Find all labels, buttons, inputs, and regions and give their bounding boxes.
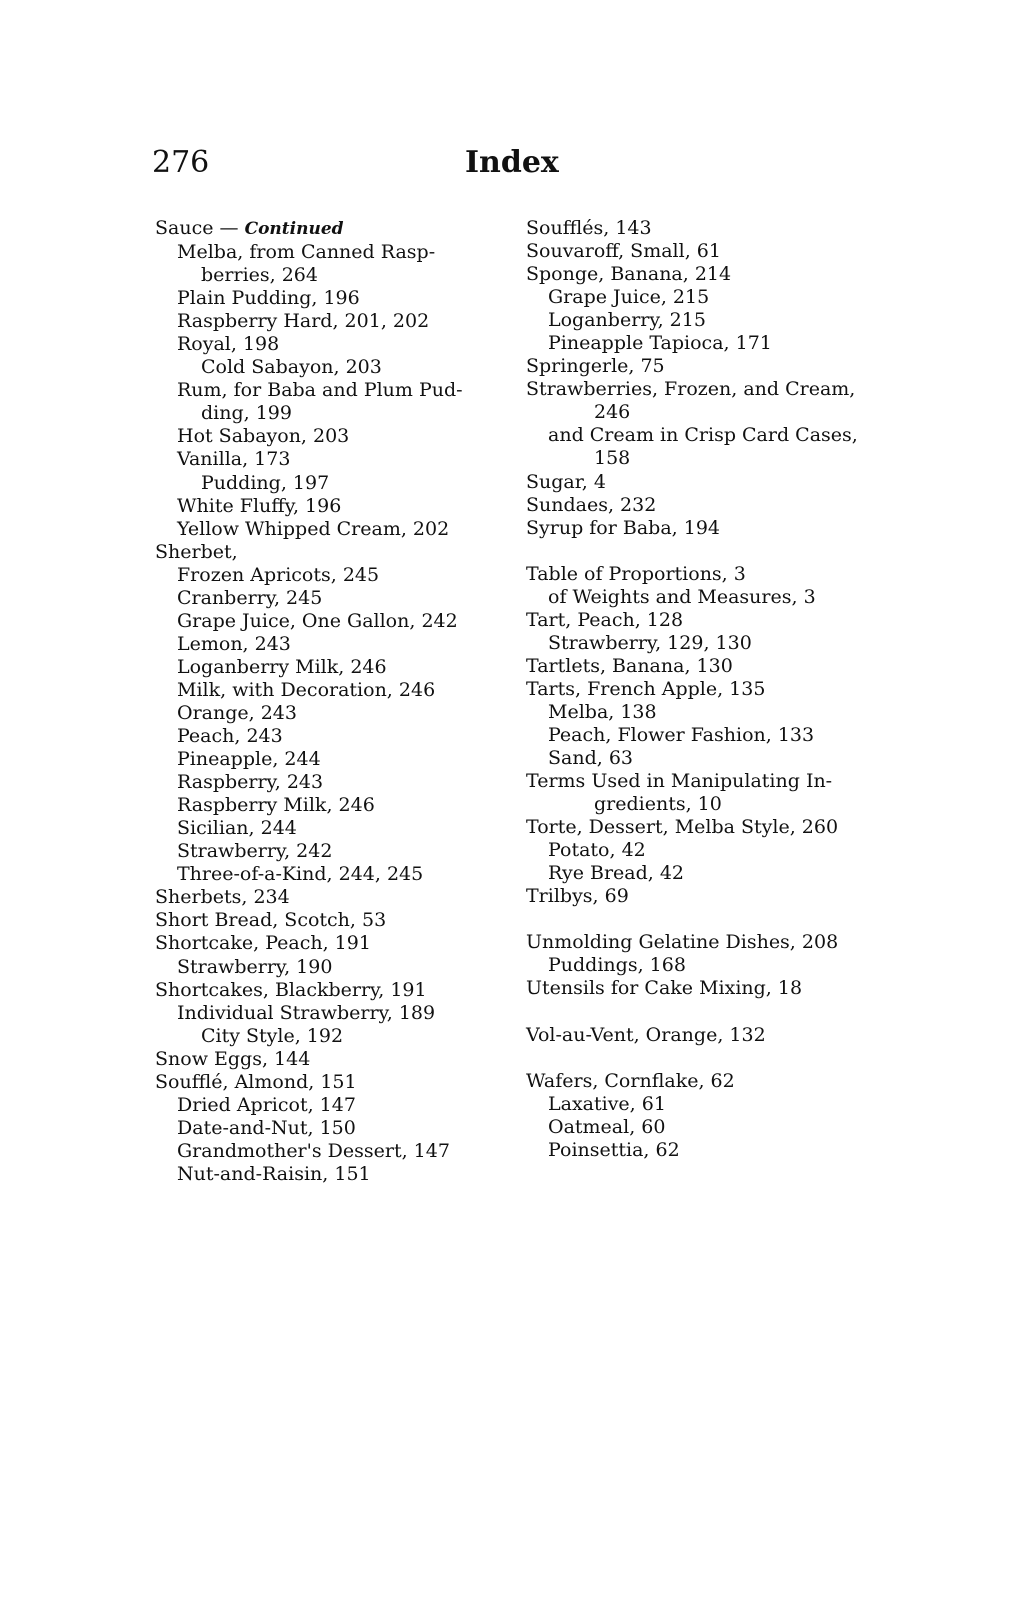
index-entry: Laxative, 61 [548,1092,666,1115]
index-entry: Sand, 63 [548,747,633,770]
index-entry: Raspberry, 243 [177,771,324,794]
index-entry-continuation: gredients, 10 [594,793,722,816]
index-heading: Tarts, French Apple, 135 [526,677,766,700]
index-entry: Grape Juice, 215 [548,286,710,309]
index-heading: Tartlets, Banana, 130 [526,654,733,677]
index-entry-continuation: 246 [594,401,631,424]
index-entry: Royal, 198 [177,333,280,356]
index-heading: Sugar, 4 [526,470,606,493]
index-heading: Vol-au-Vent, Orange, 132 [526,1023,766,1046]
index-entry: Potato, 42 [548,839,646,862]
index-entry: Strawberry, 242 [177,840,333,863]
index-heading: Shortcake, Peach, 191 [155,932,371,955]
index-heading: Strawberries, Frozen, and Cream, [526,378,856,401]
index-entry: Three-of-a-Kind, 244, 245 [177,863,424,886]
index-heading: Sherbet, [155,540,238,563]
index-entry: Individual Strawberry, 189 [177,1001,436,1024]
index-entry: Frozen Apricots, 245 [177,563,380,586]
index-heading: Springerle, 75 [526,355,665,378]
index-entry: Hot Sabayon, 203 [177,425,350,448]
index-entry: Puddings, 168 [548,954,686,977]
index-heading: Table of Proportions, 3 [526,562,746,585]
index-entry: Melba, from Canned Rasp- [177,241,436,264]
section-gap [526,1047,886,1070]
index-heading: Terms Used in Manipulating In- [526,770,833,793]
running-head: Index [465,145,559,180]
section-gap [526,540,886,563]
section-gap [526,1001,886,1024]
index-entry: Peach, Flower Fashion, 133 [548,723,815,746]
index-entry: Loganberry, 215 [548,309,706,332]
index-heading: Trilbys, 69 [526,885,629,908]
index-entry: Strawberry, 129, 130 [548,631,752,654]
index-entry: Raspberry Milk, 246 [177,794,375,817]
index-heading: Utensils for Cake Mixing, 18 [526,977,803,1000]
index-entry: Loganberry Milk, 246 [177,655,387,678]
index-heading: Syrup for Baba, 194 [526,516,720,539]
index-entry: Sicilian, 244 [177,817,297,840]
index-entry-continuation: berries, 264 [201,264,318,287]
index-heading: Unmolding Gelatine Dishes, 208 [526,931,839,954]
index-entry: Poinsettia, 62 [548,1138,680,1161]
index-entry: Vanilla, 173 [177,448,291,471]
index-heading: Snow Eggs, 144 [155,1047,311,1070]
index-heading: Soufflé, Almond, 151 [155,1070,357,1093]
index-heading: Sundaes, 232 [526,493,657,516]
index-entry: Milk, with Decoration, 246 [177,678,436,701]
index-entry: Pineapple, 244 [177,748,321,771]
index-heading: Wafers, Cornflake, 62 [526,1069,735,1092]
section-gap [526,908,886,931]
index-heading: Short Bread, Scotch, 53 [155,909,387,932]
index-entry: Grandmother's Dessert, 147 [177,1139,450,1162]
index-entry: Cranberry, 245 [177,586,323,609]
index-heading: Tart, Peach, 128 [526,608,684,631]
index-entry: Rum, for Baba and Plum Pud- [177,379,463,402]
index-heading: Sponge, Banana, 214 [526,263,732,286]
index-subentry: Pudding, 197 [201,471,330,494]
index-entry: Date-and-Nut, 150 [177,1116,356,1139]
index-entry: Yellow Whipped Cream, 202 [177,517,450,540]
index-entry: of Weights and Measures, 3 [548,585,816,608]
index-entry: Dried Apricot, 147 [177,1093,356,1116]
index-heading: Souvaroff, Small, 61 [526,240,721,263]
index-heading: Soufflés, 143 [526,217,652,239]
index-entry-continuation: ding, 199 [201,402,292,425]
index-heading-sauce: Sauce — Continued [155,217,344,239]
index-entry: and Cream in Crisp Card Cases, [548,424,858,447]
index-entry: Rye Bread, 42 [548,862,685,885]
index-heading: Torte, Dessert, Melba Style, 260 [526,816,839,839]
index-heading: Sherbets, 234 [155,886,290,909]
index-entry-continuation: 158 [594,447,631,470]
index-entry: Strawberry, 190 [177,955,333,978]
index-subentry: City Style, 192 [201,1024,344,1047]
index-column-left [155,217,500,1186]
index-entry: White Fluffy, 196 [177,494,342,517]
index-entry: Orange, 243 [177,701,297,724]
index-entry: Lemon, 243 [177,632,291,655]
index-entry: Melba, 138 [548,700,657,723]
page-number: 276 [152,145,210,180]
index-entry: Nut-and-Raisin, 151 [177,1162,371,1185]
index-entry: Peach, 243 [177,725,283,748]
index-entry: Plain Pudding, 196 [177,287,360,310]
index-entry: Pineapple Tapioca, 171 [548,332,772,355]
index-entry: Grape Juice, One Gallon, 242 [177,609,458,632]
index-column-right [526,217,886,1162]
index-subentry: Cold Sabayon, 203 [201,356,382,379]
index-entry: Oatmeal, 60 [548,1115,666,1138]
index-entry: Raspberry Hard, 201, 202 [177,310,430,333]
index-heading: Shortcakes, Blackberry, 191 [155,978,427,1001]
